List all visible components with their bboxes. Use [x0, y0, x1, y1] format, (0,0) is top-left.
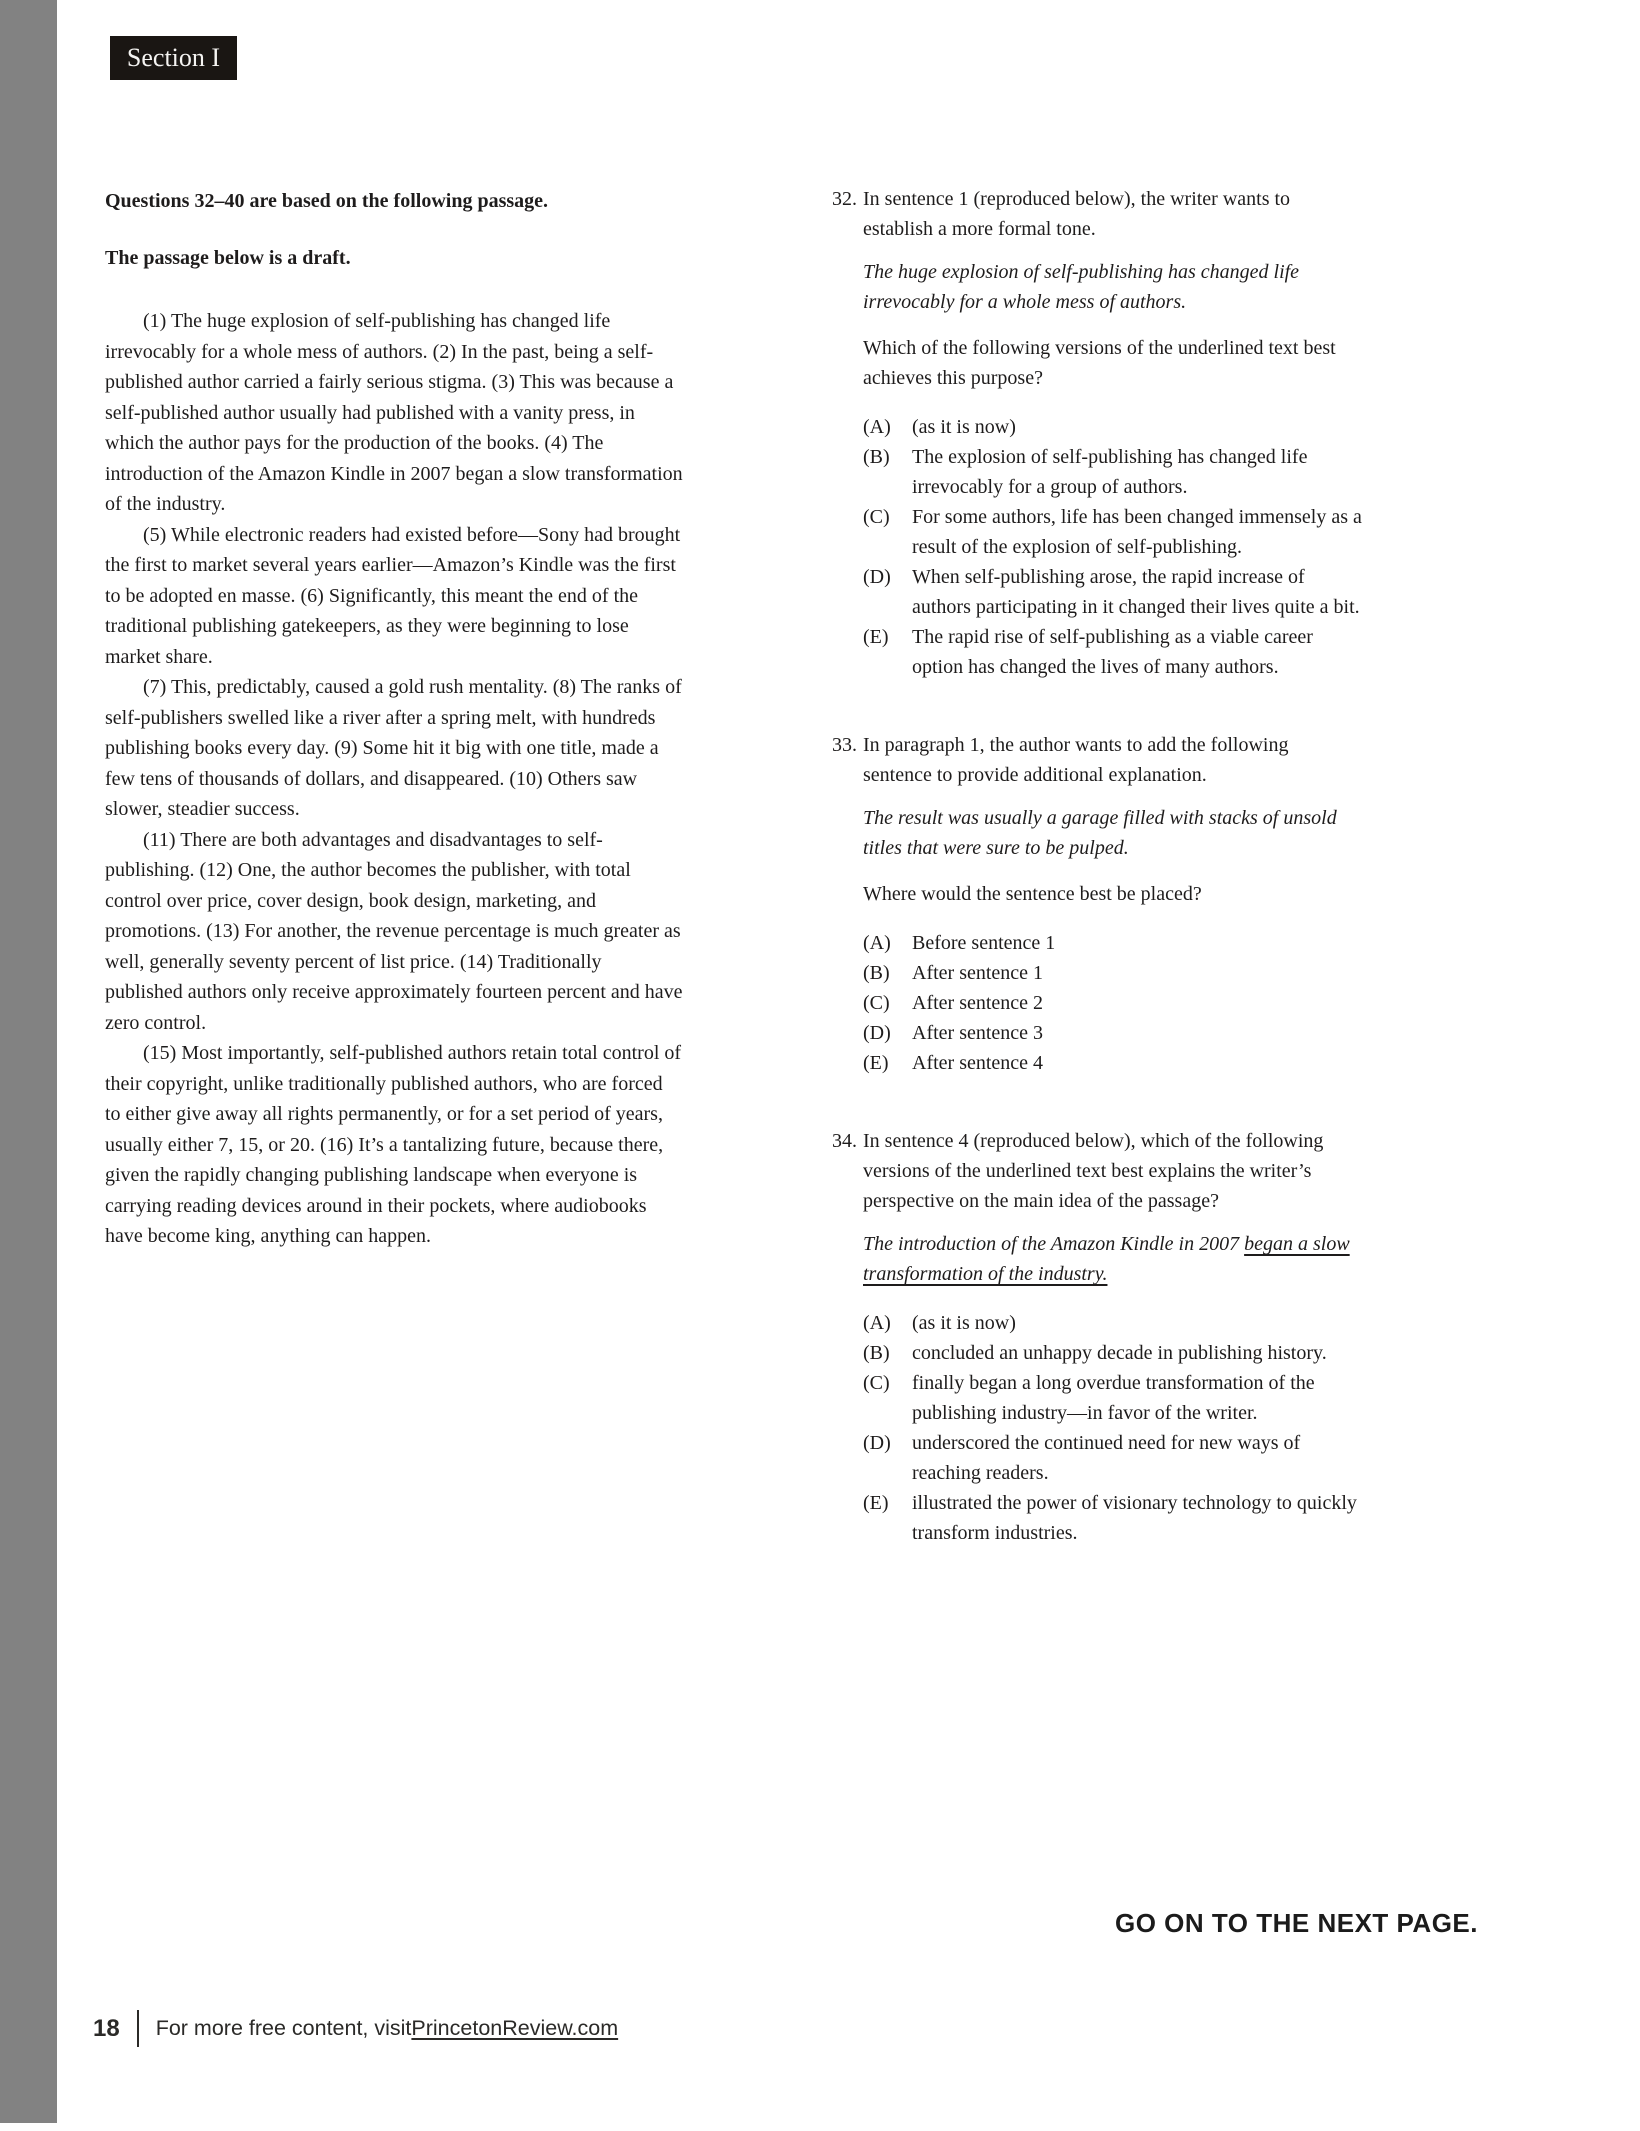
choice-letter: (B) — [863, 1342, 890, 1364]
choice-text: When self-publishing arose, the rapid increase of authors participating in it changed their lives quite a bit. — [912, 566, 1360, 618]
passage-paragraph-3: (7) This, predictably, caused a gold rush mentality. (8) The ranks of self-publishers swelled like a river after a spring melt, with hundreds publishing books every day. (9) Some hit it big with one title, made a few tens of thousands of dollars, and disappeared. (10) Others saw slower, steadier success. — [105, 676, 682, 820]
question-33-choice-d — [863, 1018, 1362, 1048]
choice-text: underscored the continued need for new ways of reaching readers. — [912, 1432, 1301, 1484]
question-33-choice-b — [863, 958, 1362, 988]
question-32-prompt: Which of the following versions of the underlined text best achieves this purpose? — [863, 337, 1336, 389]
passage-paragraph-5: (15) Most importantly, self-published authors retain total control of their copyright, unlike traditionally published authors, who are forced to either give away all rights permanently, or for a set period of years, usually either 7, 15, or 20. (16) It’s a tantalizing future, because there, given the rapidly changing publishing landscape when everyone is carrying reading devices around in their pockets, where audiobooks have become king, anything can happen. — [105, 1042, 682, 1247]
question-33 — [832, 730, 1362, 1078]
question-34-choices — [863, 1308, 1362, 1548]
questions-range-heading: Questions 32–40 are based on the following passage. — [105, 190, 549, 212]
choice-text: After sentence 1 — [912, 962, 1044, 984]
passage-paragraph-1: (1) The huge explosion of self-publishing has changed life irrevocably for a whole mess of authors. (2) In the past, being a self-published author carried a fairly serious stigma. (3) This was because a self-published author usually had published with a vanity press, in which the author pays for the production of the books. (4) The introduction of the Amazon Kindle in 2007 began a slow transformation of the industry. — [105, 310, 683, 515]
choice-letter: (A) — [863, 932, 891, 954]
choice-text: Before sentence 1 — [912, 932, 1056, 954]
choice-text: concluded an unhappy decade in publishing history. — [912, 1342, 1327, 1364]
choice-letter: (E) — [863, 626, 889, 648]
question-33-stem-text: In paragraph 1, the author wants to add the following sentence to provide additional explanation. — [863, 734, 1289, 786]
question-33-number: 33. — [832, 734, 857, 756]
question-32-choice-b — [863, 442, 1362, 502]
passage — [105, 306, 683, 1252]
choice-text: After sentence 3 — [912, 1022, 1044, 1044]
question-33-stem — [832, 730, 1362, 790]
question-34-number: 34. — [832, 1130, 857, 1152]
choice-letter: (A) — [863, 1312, 891, 1334]
questions-column — [832, 184, 1362, 1596]
question-32-number: 32. — [832, 188, 857, 210]
go-on-instruction: GO ON TO THE NEXT PAGE. — [1114, 1908, 1478, 1938]
question-34-choice-b — [863, 1338, 1362, 1368]
question-33-choice-e — [863, 1048, 1362, 1078]
question-34-choice-d — [863, 1428, 1362, 1488]
choice-letter: (D) — [863, 1022, 891, 1044]
choice-letter: (D) — [863, 566, 891, 588]
question-33-choice-c — [863, 988, 1362, 1018]
question-33-choice-a — [863, 928, 1362, 958]
choice-text: For some authors, life has been changed immensely as a result of the explosion of self-publishing. — [912, 506, 1362, 558]
question-34-quote — [863, 1229, 1362, 1289]
question-32-stem-text: In sentence 1 (reproduced below), the writer wants to establish a more formal tone. — [863, 188, 1291, 240]
question-34-choice-e — [863, 1488, 1362, 1548]
choice-letter: (C) — [863, 506, 890, 528]
choice-text: The rapid rise of self-publishing as a viable career option has changed the lives of many authors. — [912, 626, 1313, 678]
passage-paragraph-4: (11) There are both advantages and disadvantages to self-publishing. (12) One, the author becomes the publisher, with total control over price, cover design, book design, marketing, and promotions. (13) For another, the revenue percentage is much greater as well, generally seventy percent of list price. (14) Traditionally published authors only receive approximately fourteen percent and have zero control. — [105, 828, 683, 1034]
section-badge-label: Section I — [126, 43, 221, 72]
choice-letter: (E) — [863, 1052, 889, 1074]
choice-text: (as it is now) — [912, 1312, 1016, 1334]
question-34-quote-underlined: began a slow transformation of the industry. — [863, 1233, 1350, 1285]
choice-letter: (D) — [863, 1432, 891, 1454]
choice-text: After sentence 2 — [912, 992, 1044, 1014]
choice-letter: (B) — [863, 446, 890, 468]
page-footer — [93, 2010, 618, 2047]
question-34-choice-c — [863, 1368, 1362, 1428]
question-34-stem-text: In sentence 4 (reproduced below), which of the following versions of the underlined text best explains the writer’s perspective on the main idea of the passage? — [863, 1130, 1324, 1212]
choice-text: illustrated the power of visionary technology to quickly transform industries. — [912, 1492, 1357, 1544]
question-32-choice-d — [863, 562, 1362, 622]
choice-text: (as it is now) — [912, 416, 1016, 438]
choice-letter: (B) — [863, 962, 890, 984]
page-number: 18 — [93, 2014, 120, 2042]
question-34-stem — [832, 1126, 1362, 1216]
choice-text: finally began a long overdue transformation of the publishing industry—in favor of the writer. — [912, 1372, 1315, 1424]
question-33-quote: The result was usually a garage filled with stacks of unsold titles that were sure to be pulped. — [863, 807, 1337, 859]
question-34 — [832, 1126, 1362, 1548]
question-32-quote: The huge explosion of self-publishing has changed life irrevocably for a whole mess of authors. — [863, 261, 1300, 313]
passage-paragraph-2: (5) While electronic readers had existed before—Sony had brought the first to market several years earlier—Amazon’s Kindle was the first to be adopted en masse. (6) Significantly, this meant the end of the traditional publishing gatekeepers, as they were beginning to lose market share. — [105, 523, 681, 668]
choice-letter: (C) — [863, 1372, 890, 1394]
question-32-choice-a — [863, 412, 1362, 442]
question-32-choices — [863, 412, 1362, 682]
question-32-stem — [832, 184, 1362, 244]
choice-letter: (C) — [863, 992, 890, 1014]
choice-text: After sentence 4 — [912, 1052, 1044, 1074]
question-33-prompt: Where would the sentence best be placed? — [863, 883, 1202, 905]
question-33-choices — [863, 928, 1362, 1078]
draft-note: The passage below is a draft. — [105, 246, 351, 269]
choice-text: The explosion of self-publishing has changed life irrevocably for a group of authors. — [912, 446, 1308, 498]
choice-letter: (A) — [863, 416, 891, 438]
question-32 — [832, 184, 1362, 682]
page-edge-bar — [0, 0, 57, 2123]
footer-note: For more free content, visit — [155, 2016, 412, 2040]
footer-divider — [137, 2010, 139, 2047]
question-32-choice-e — [863, 622, 1362, 682]
question-32-choice-c — [863, 502, 1362, 562]
question-34-quote-plain: The introduction of the Amazon Kindle in 2007 — [863, 1233, 1245, 1255]
question-34-choice-a — [863, 1308, 1362, 1338]
section-badge — [110, 36, 237, 80]
passage-column — [105, 186, 683, 1252]
choice-letter: (E) — [863, 1492, 889, 1514]
footer-link[interactable]: PrincetonReview.com — [411, 2016, 619, 2040]
